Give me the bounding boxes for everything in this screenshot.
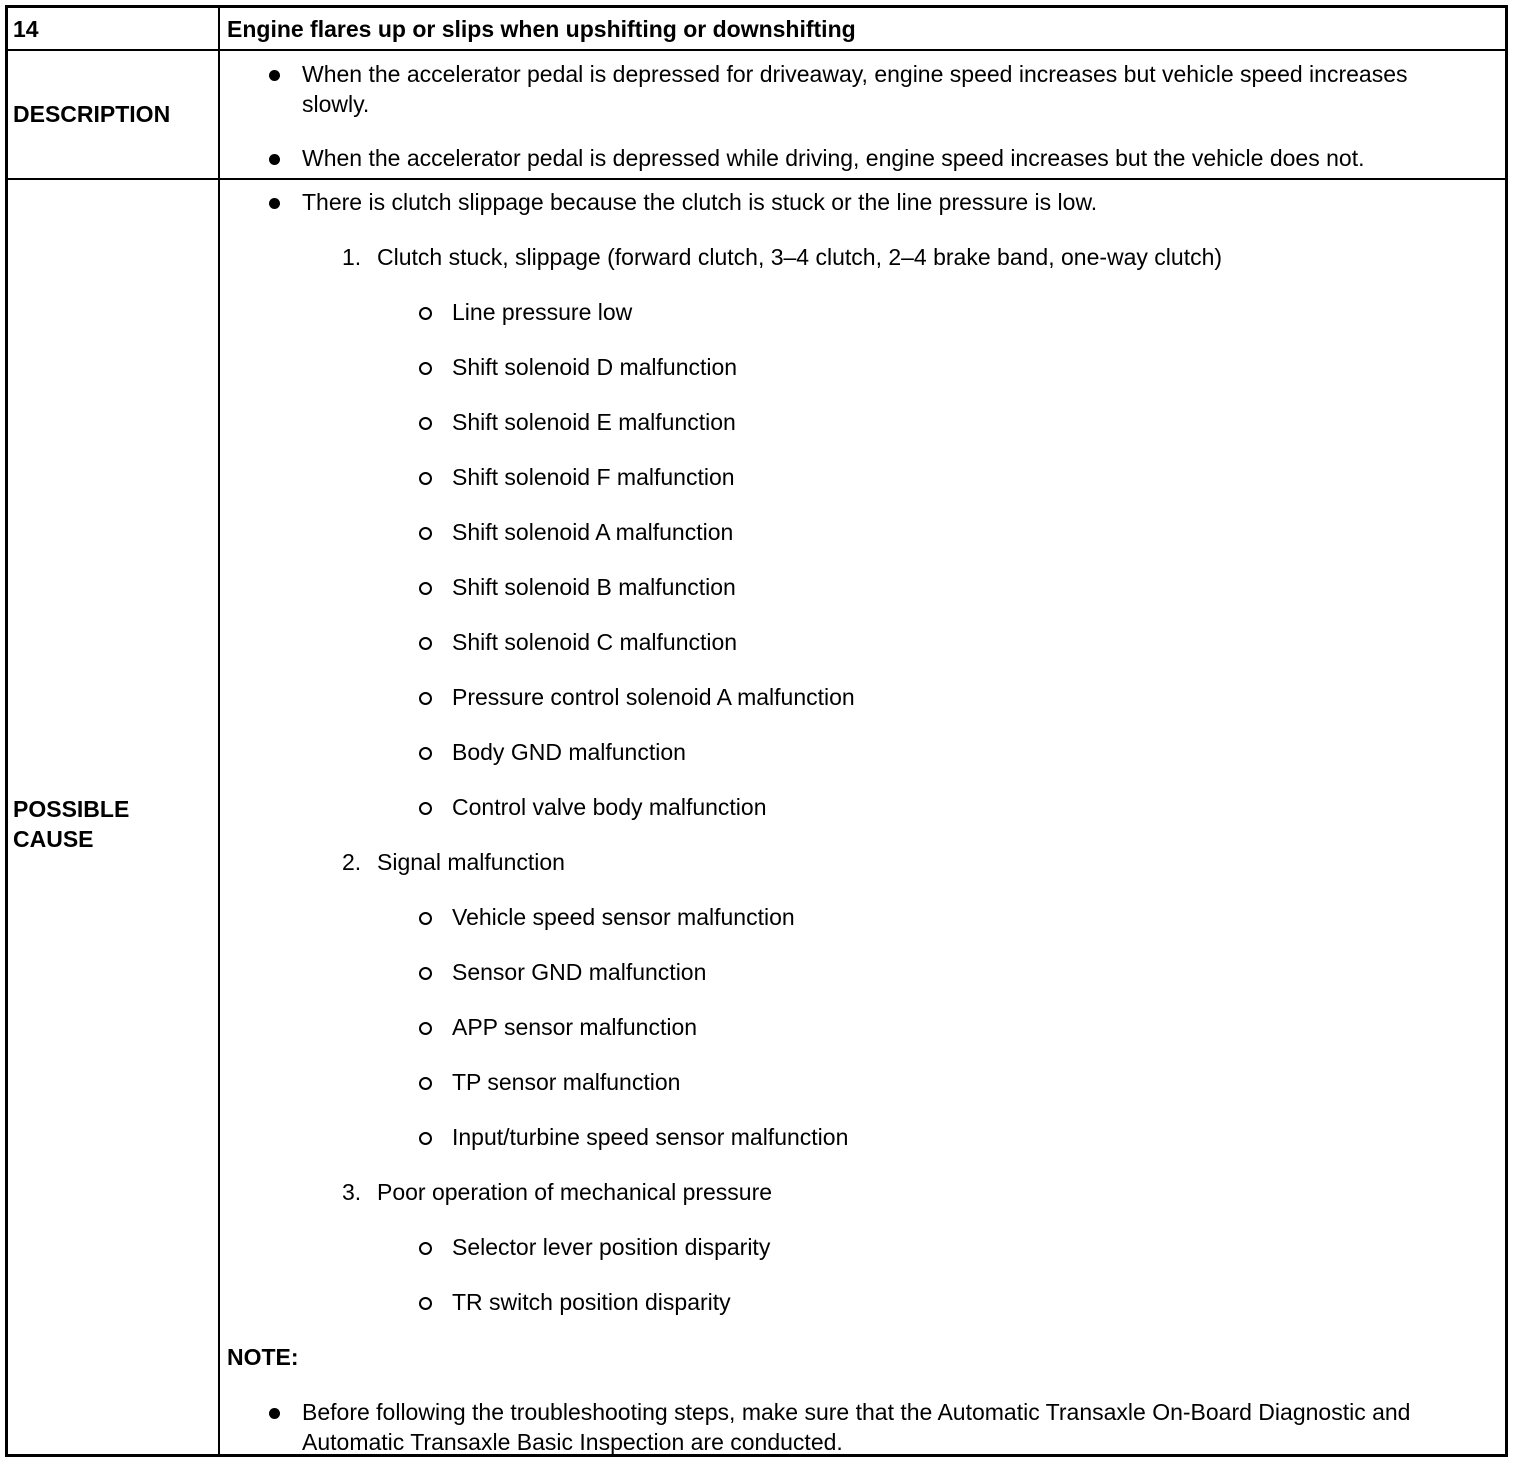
circle-bullet-icon xyxy=(419,307,432,320)
group-1-item: Line pressure low xyxy=(452,299,633,325)
group-2-item: TP sensor malfunction xyxy=(452,1069,681,1095)
circle-bullet-icon xyxy=(419,582,432,595)
row-number-cell xyxy=(8,8,220,49)
group-1-item: Body GND malfunction xyxy=(452,739,686,765)
group-2-item: Vehicle speed sensor malfunction xyxy=(452,904,795,930)
possible-cause-label-line1: POSSIBLE xyxy=(13,796,130,822)
circle-bullet-icon xyxy=(419,967,432,980)
group-2-item: APP sensor malfunction xyxy=(452,1014,698,1040)
circle-bullet-icon xyxy=(419,747,432,760)
note-bullet: Before following the troubleshooting steps, make sure that the Automatic Transaxle On-Board Diagnostic and Automatic Transaxle Basic Inspection are conducted. xyxy=(302,1399,1411,1455)
group-1-item: Shift solenoid A malfunction xyxy=(452,519,734,545)
bullet-dot-icon xyxy=(269,1408,280,1419)
description-row xyxy=(8,51,1505,180)
group-1-item: Shift solenoid E malfunction xyxy=(452,409,736,435)
bullet-dot-icon xyxy=(269,70,280,81)
row-title: Engine flares up or slips when upshifting or downshifting xyxy=(227,16,856,42)
circle-bullet-icon xyxy=(419,1132,432,1145)
cause-main-bullet: There is clutch slippage because the clutch is stuck or the line pressure is low. xyxy=(302,189,1098,215)
bullet-dot-icon xyxy=(269,154,280,165)
group-2-title: Signal malfunction xyxy=(377,849,565,875)
circle-bullet-icon xyxy=(419,1297,432,1310)
group-3-number: 3. xyxy=(342,1179,362,1205)
bullet-dot-icon xyxy=(269,198,280,209)
group-1-item: Control valve body malfunction xyxy=(452,794,767,820)
description-bullet-2: When the accelerator pedal is depressed while driving, engine speed increases but the vehicle does not. xyxy=(302,145,1365,171)
possible-cause-label-cell xyxy=(8,180,220,1454)
group-3-title: Poor operation of mechanical pressure xyxy=(377,1179,773,1205)
troubleshooting-table xyxy=(5,5,1508,1457)
circle-bullet-icon xyxy=(419,1022,432,1035)
description-bullet-1: When the accelerator pedal is depressed for driveaway, engine speed increases but vehicle speed increases slowly. xyxy=(302,61,1408,117)
header-row xyxy=(8,8,1505,51)
row-title-cell xyxy=(220,8,1505,49)
group-3-item: TR switch position disparity xyxy=(452,1289,731,1315)
note-label: NOTE: xyxy=(227,1344,299,1370)
circle-bullet-icon xyxy=(419,417,432,430)
circle-bullet-icon xyxy=(419,362,432,375)
group-2-item: Sensor GND malfunction xyxy=(452,959,707,985)
group-1-number: 1. xyxy=(342,244,362,270)
circle-bullet-icon xyxy=(419,472,432,485)
description-label: DESCRIPTION xyxy=(13,101,171,127)
possible-cause-row xyxy=(8,180,1505,1454)
circle-bullet-icon xyxy=(419,527,432,540)
group-2-number: 2. xyxy=(342,849,362,875)
group-1-item: Shift solenoid B malfunction xyxy=(452,574,736,600)
row-number: 14 xyxy=(13,16,39,42)
group-2-item: Input/turbine speed sensor malfunction xyxy=(452,1124,849,1150)
group-1-item: Shift solenoid F malfunction xyxy=(452,464,735,490)
circle-bullet-icon xyxy=(419,692,432,705)
group-1-item: Shift solenoid D malfunction xyxy=(452,354,738,380)
circle-bullet-icon xyxy=(419,912,432,925)
description-content xyxy=(220,51,1505,178)
group-3-item: Selector lever position disparity xyxy=(452,1234,771,1260)
circle-bullet-icon xyxy=(419,1242,432,1255)
group-1-title: Clutch stuck, slippage (forward clutch, 3–4 clutch, 2–4 brake band, one-way clutch) xyxy=(377,244,1223,270)
group-1-item: Shift solenoid C malfunction xyxy=(452,629,738,655)
circle-bullet-icon xyxy=(419,802,432,815)
circle-bullet-icon xyxy=(419,637,432,650)
circle-bullet-icon xyxy=(419,1077,432,1090)
possible-cause-content xyxy=(220,180,1505,1454)
group-1-item: Pressure control solenoid A malfunction xyxy=(452,684,855,710)
possible-cause-label-line2: CAUSE xyxy=(13,826,94,852)
description-label-cell xyxy=(8,51,220,178)
